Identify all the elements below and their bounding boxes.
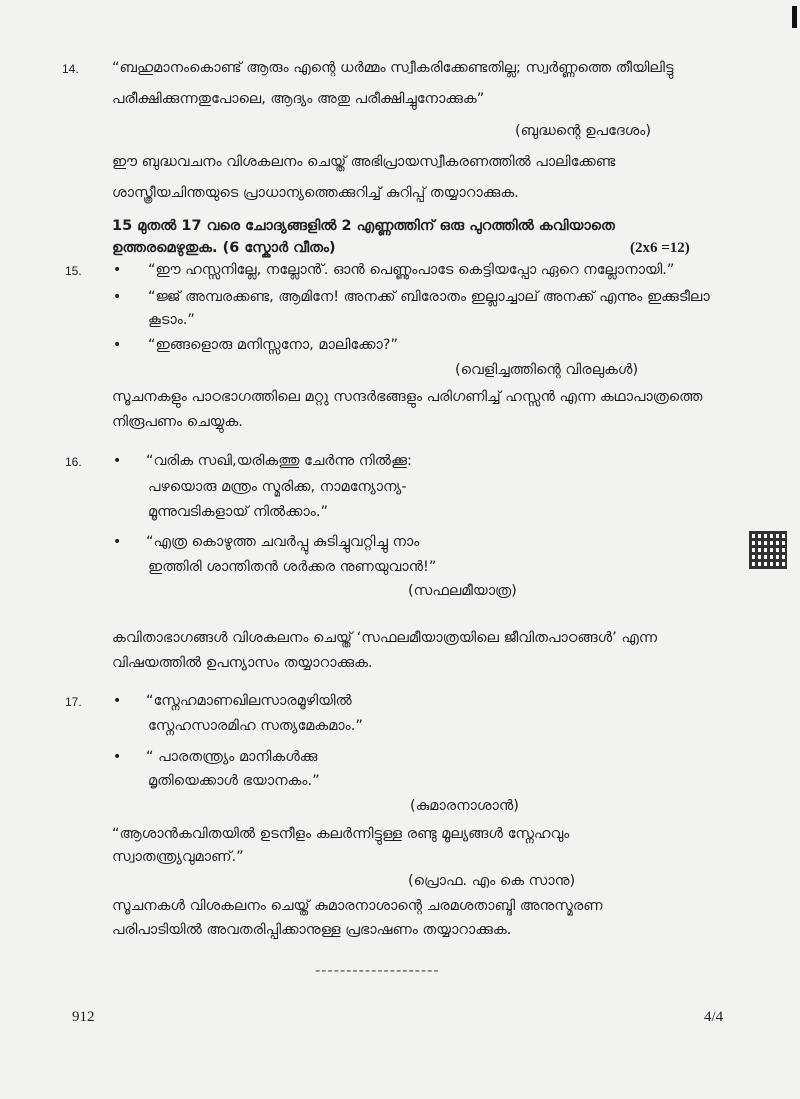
q16-bullet-2-line-2: ഇത്തിരി ശാന്തിതൻ ശർക്കര നുണയുവാൻ!”: [148, 559, 437, 575]
q17-bullet-1-line-1: “സ്നേഹമാണഖിലസാരമൂഴിയിൽ: [146, 693, 352, 709]
bullet-icon: •: [113, 453, 122, 469]
q16-task-line-2: വിഷയത്തിൽ ഉപന്യാസം തയ്യാറാക്കുക.: [112, 655, 373, 671]
q15-task-line-1: സൂചനകളും പാഠഭാഗത്തിലെ മറ്റു സന്ദർഭങ്ങളും പരിഗണിച്ച് ഹസ്സൻ എന്ന കഥാപാത്രത്തെ: [112, 389, 703, 405]
q16-task-line-1: കവിതാഭാഗങ്ങൾ വിശകലനം ചെയ്ത് ‘സഫലമീയാത്രയിലെ ജീവിതപാഠങ്ങൾ’ എന്ന: [112, 630, 658, 646]
bullet-icon: •: [113, 749, 122, 765]
end-divider: --------------------: [315, 963, 440, 979]
q15-bullet-3: “ഇങ്ങളൊരു മനിസ്സനോ, മാലിക്കോ?”: [148, 337, 398, 353]
section-instruction-line-2: ഉത്തരമെഴുതുക. (6 സ്കോർ വീതം): [112, 240, 336, 256]
bullet-icon: •: [113, 289, 122, 305]
q17-task-line-1: സൂചനകൾ വിശകലനം ചെയ്ത് കുമാരനാശാന്റെ ചരമശതാബ്ദി അനുസ്മരണ: [112, 898, 603, 914]
section-marks: (2x6 =12): [630, 240, 690, 256]
q16-bullet-1-line-1: “വരിക സഖി,യരികത്തു ചേർന്നു നിൽക്കൂ:: [146, 453, 412, 469]
q17-quote-line-2: സ്വാതന്ത്ര്യവുമാണ്.”: [112, 849, 244, 865]
question-number: 16.: [65, 455, 82, 469]
footer-code: 912: [72, 1009, 95, 1025]
q15-attribution: (വെളിച്ചത്തിന്റെ വിരലുകൾ): [455, 362, 639, 378]
q16-attribution: (സഫലമീയാത്ര): [408, 583, 517, 599]
q17-quote-line-1: “ആശാൻകവിതയിൽ ഉടനീളം കലർന്നിട്ടുള്ള രണ്ടു മൂല്യങ്ങൾ സ്നേഹവും: [112, 826, 570, 842]
bullet-icon: •: [113, 337, 122, 353]
qr-code-icon: [749, 531, 787, 569]
q17-bullet-2-line-1: “ പാരതന്ത്ര്യം മാനികൾക്കു: [146, 749, 318, 765]
q16-bullet-2-line-1: “എത്ര കൊഴുത്ത ചവർപ്പു കുടിച്ചുവറ്റിച്ചു നാം: [146, 534, 420, 550]
q17-bullet-2-line-2: മൃതിയെക്കാൾ ഭയാനകം.”: [148, 773, 320, 789]
footer-page-number: 4/4: [704, 1009, 724, 1025]
q17-attribution-1: (കുമാരനാശാൻ): [410, 798, 519, 814]
q17-attribution-2: (പ്രൊഫ. എം കെ സാനു): [408, 873, 576, 889]
q17-bullet-1-line-2: സ്നേഹസാരമിഹ സത്യമേകമാം.”: [148, 718, 363, 734]
q16-bullet-1-line-2: പഴയൊരു മന്ത്രം സ്മരിക്ക, നാമന്യോന്യ-: [148, 479, 407, 495]
q15-task-line-2: നിരൂപണം ചെയ്യുക.: [112, 414, 243, 430]
q14-task-line-2: ശാസ്ത്രീയചിന്തയുടെ പ്രാധാന്യത്തെക്കുറിച്ച് കുറിപ്പ് തയ്യാറാക്കുക.: [112, 185, 519, 201]
section-instruction-line-1: 15 മുതൽ 17 വരെ ചോദ്യങ്ങളിൽ 2 എണ്ണത്തിന് ഒരു പുറത്തിൽ കവിയാതെ: [112, 218, 615, 234]
q15-bullet-2-line-1: “ജ്ജ് അമ്പരക്കണ്ട, ആമിനേ! അനക്ക് ബിരോതം ഇല്ലാച്ചാല് അനക്ക് എന്നും ഇക്കുടീലാ: [148, 289, 710, 305]
bullet-icon: •: [113, 693, 122, 709]
q15-bullet-2-line-2: കൂടാം.”: [148, 312, 195, 328]
q16-bullet-1-line-3: മൂന്നുവടികളായ് നിൽക്കാം.”: [148, 504, 328, 520]
q14-quote-line-2: പരീക്ഷിക്കുന്നതുപോലെ, ആദ്യം അതു പരീക്ഷിച്ചുനോക്കുക”: [112, 91, 485, 107]
q14-quote-line-1: “ബഹുമാനംകൊണ്ട് ആരും എന്റെ ധർമ്മം സ്വീകരിക്കേണ്ടതില്ല; സ്വർണ്ണത്തെ തീയിലിട്ടു: [112, 60, 674, 76]
q15-bullet-1: “ഈ ഹസ്സനില്ലേ, നല്ലോൻ്. ഓൻ പെണ്ണുംപാടേ കെട്ടിയപ്പോ ഏറെ നല്ലോനായി.”: [148, 262, 675, 278]
bullet-icon: •: [113, 262, 122, 278]
question-number: 14.: [62, 62, 79, 76]
q14-attribution: (ബുദ്ധന്റെ ഉപദേശം): [515, 123, 652, 139]
question-number: 17.: [65, 695, 82, 709]
q14-task-line-1: ഈ ബുദ്ധവചനം വിശകലനം ചെയ്ത് അഭിപ്രായസ്വീകരണത്തിൽ പാലിക്കേണ്ട: [112, 154, 616, 170]
bullet-icon: •: [113, 534, 122, 550]
question-number: 15.: [65, 264, 82, 278]
q17-task-line-2: പരിപാടിയിൽ അവതരിപ്പിക്കാനുള്ള പ്രഭാഷണം തയ്യാറാക്കുക.: [112, 922, 512, 938]
scan-mark: [792, 6, 797, 28]
